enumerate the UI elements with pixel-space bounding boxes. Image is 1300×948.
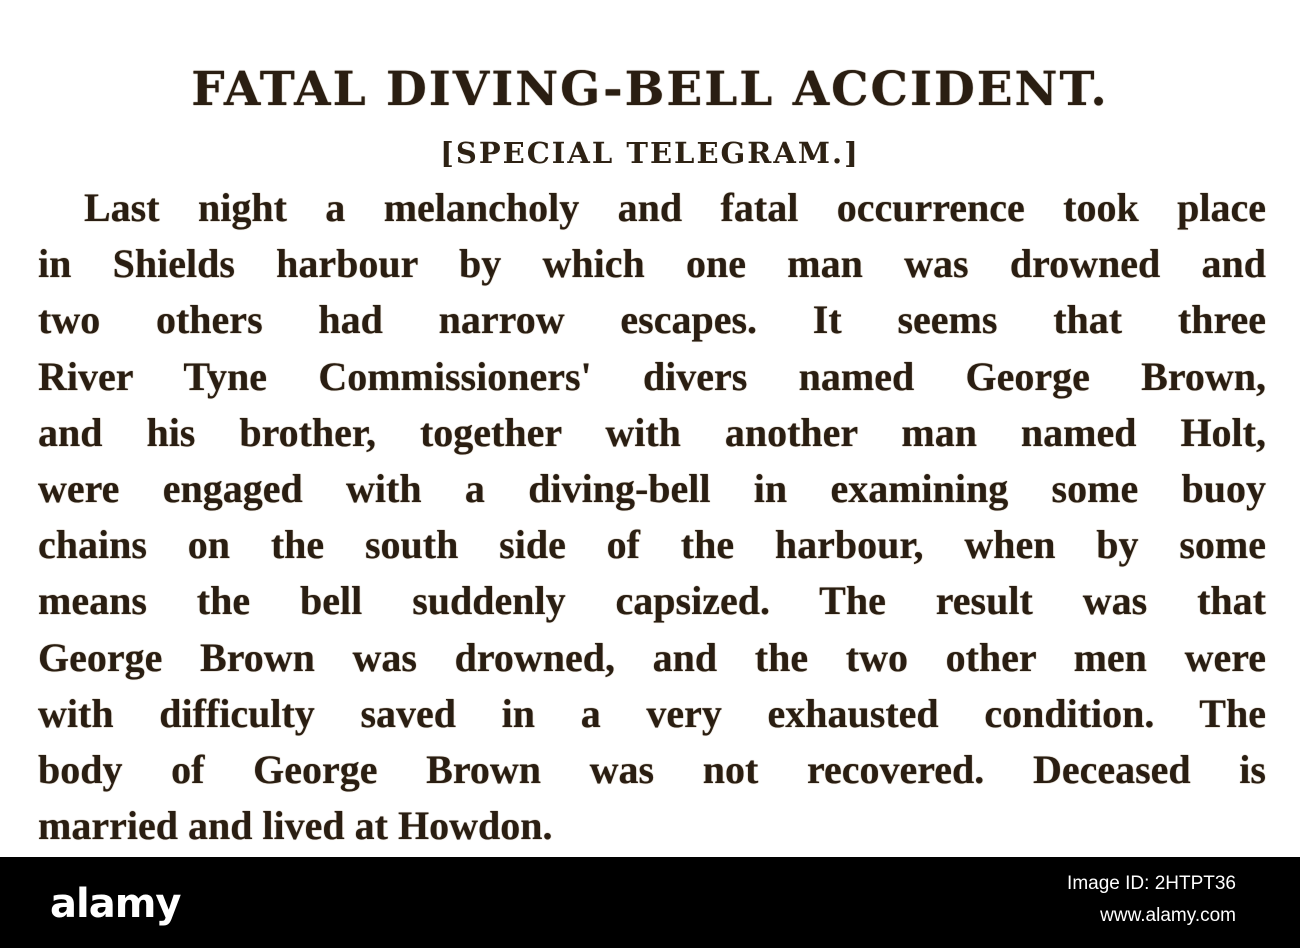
article-line: with difficulty saved in a very exhausted condition. The bbox=[38, 690, 1266, 736]
article-line: were engaged with a diving-bell in examining some buoy bbox=[38, 465, 1266, 511]
article-line: George Brown was drowned, and the two other men were bbox=[38, 634, 1266, 680]
article-line: in Shields harbour by which one man was drowned and bbox=[38, 241, 1266, 287]
article-line: River Tyne Commissioners' divers named George Brown, bbox=[38, 353, 1266, 399]
alamy-logo: alamy bbox=[50, 881, 181, 927]
article-line: chains on the south side of the harbour, when by some bbox=[38, 522, 1266, 568]
article-line: means the bell suddenly capsized. The result was that bbox=[38, 578, 1266, 624]
headline: FATAL DIVING-BELL ACCIDENT. bbox=[191, 62, 1109, 117]
article-body bbox=[38, 180, 1266, 854]
image-id-label: Image ID: 2HTPT36 bbox=[1067, 873, 1236, 894]
subheading: [SPECIAL TELEGRAM.] bbox=[440, 136, 860, 170]
article-line: two others had narrow escapes. It seems that three bbox=[38, 297, 1266, 343]
article-line: married and lived at Howdon. bbox=[38, 803, 553, 849]
stock-footer-bar bbox=[0, 857, 1300, 948]
article-line: and his brother, together with another man named Holt, bbox=[38, 409, 1266, 455]
site-url: www.alamy.com bbox=[1100, 905, 1236, 926]
article-line: body of George Brown was not recovered. Deceased is bbox=[38, 746, 1266, 792]
article-line: Last night a melancholy and fatal occurrence took place bbox=[84, 185, 1266, 230]
